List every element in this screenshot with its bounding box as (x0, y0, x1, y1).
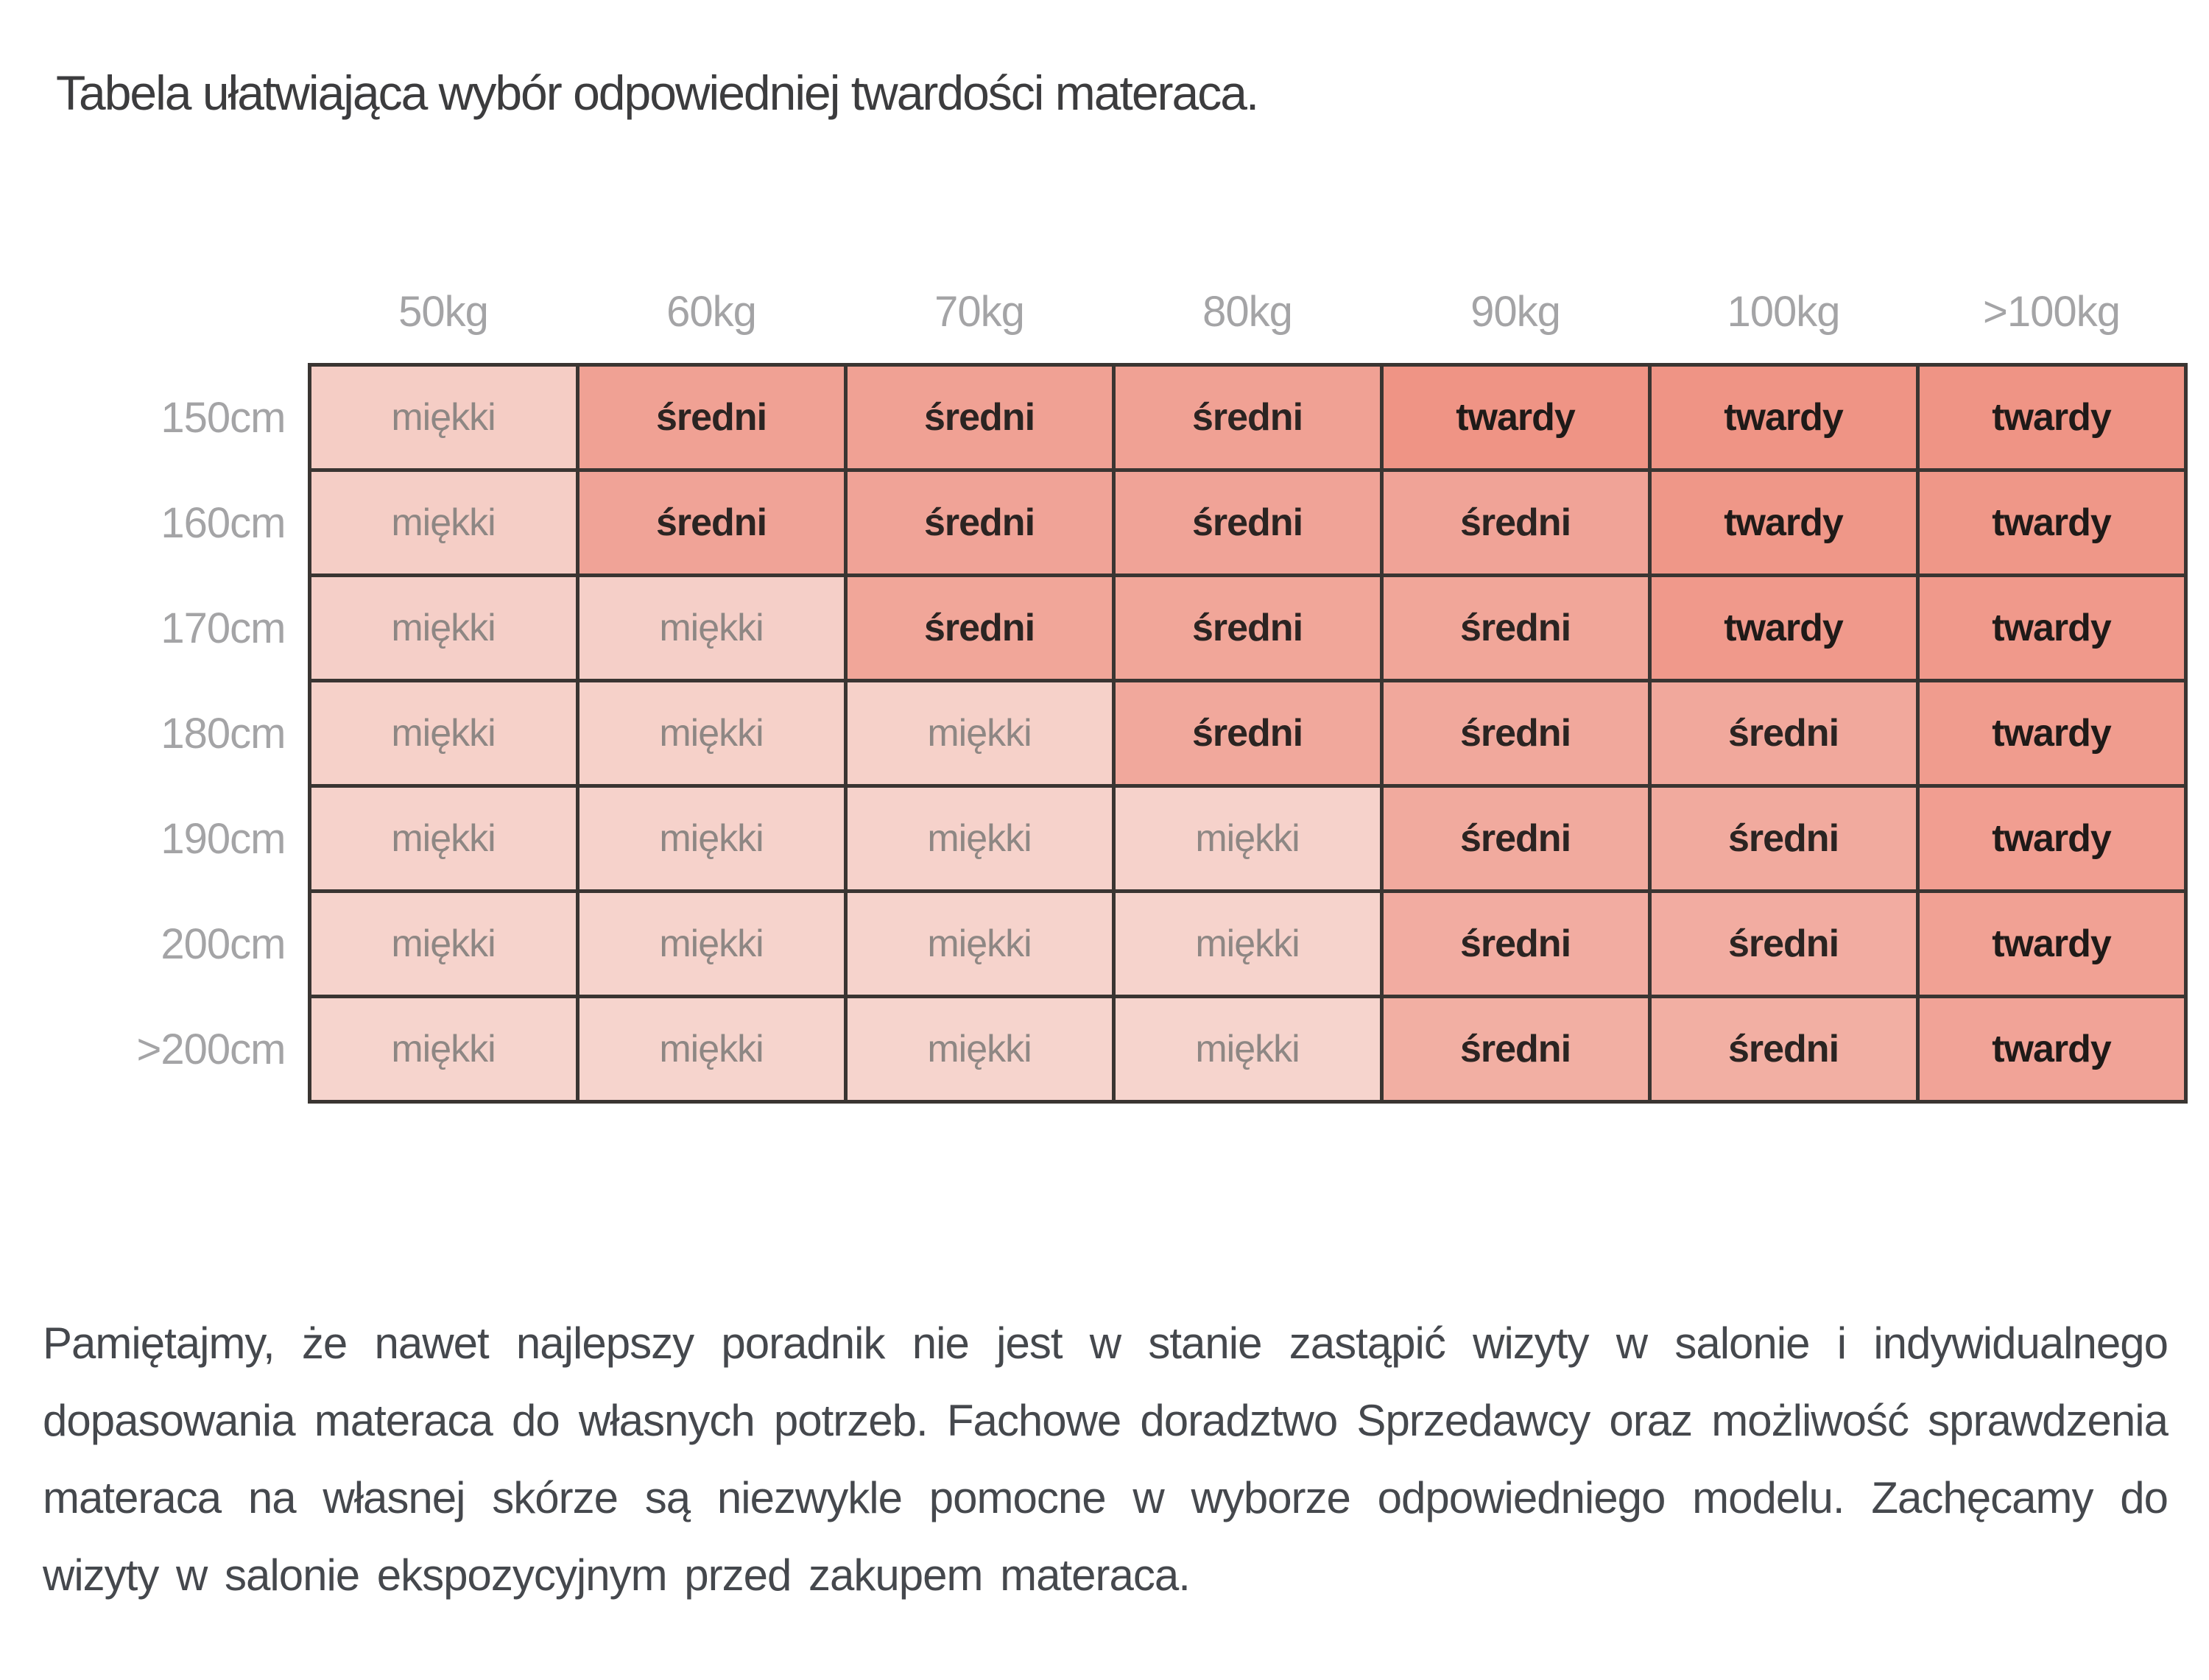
row-header-170cm: 170cm (66, 576, 309, 681)
firmness-cell: twardy (1649, 470, 1917, 576)
column-header-80kg: 80kg (1113, 287, 1381, 365)
firmness-cell: miękki (845, 786, 1113, 892)
firmness-cell: miękki (845, 997, 1113, 1102)
table-row (66, 365, 2185, 470)
firmness-cell: miękki (309, 681, 577, 786)
firmness-cell: twardy (1917, 786, 2185, 892)
column-header-60kg: 60kg (577, 287, 845, 365)
table-header (66, 287, 2185, 365)
firmness-cell: miękki (309, 470, 577, 576)
firmness-cell: miękki (577, 681, 845, 786)
weight-header-row (66, 287, 2185, 365)
column-header-50kg: 50kg (309, 287, 577, 365)
firmness-cell: miękki (309, 997, 577, 1102)
column-header-100kg: 100kg (1649, 287, 1917, 365)
table-body (66, 365, 2185, 1102)
firmness-cell: średni (845, 365, 1113, 470)
firmness-cell: miękki (577, 892, 845, 997)
firmness-cell: miękki (309, 892, 577, 997)
firmness-cell: miękki (309, 365, 577, 470)
row-header-150cm: 150cm (66, 365, 309, 470)
firmness-cell: średni (1649, 681, 1917, 786)
table-row (66, 892, 2185, 997)
firmness-cell: miękki (1113, 892, 1381, 997)
row-header-160cm: 160cm (66, 470, 309, 576)
firmness-cell: średni (1381, 576, 1649, 681)
firmness-cell: średni (845, 576, 1113, 681)
footer-paragraph: Pamiętajmy, że nawet najlepszy poradnik nie jest w stanie zastąpić wizyty w salonie i indywidualnego dopasowania materaca do własnych potrzeb. Fachowe doradztwo Sprzedawcy oraz możliwość sprawdzenia materaca na własnej skórze są niezwykle pomocne w wyborze odpowiedniego modelu. Zachęcamy do wizyty w salonie ekspozycyjnym przed zakupem materaca. (43, 1319, 2168, 1600)
page-title: Tabela ułatwiająca wybór odpowiedniej twardości materaca. (56, 66, 1258, 121)
table-row (66, 470, 2185, 576)
firmness-cell: twardy (1649, 365, 1917, 470)
firmness-cell: średni (1113, 681, 1381, 786)
firmness-cell: miękki (577, 997, 845, 1102)
firmness-cell: twardy (1917, 470, 2185, 576)
row-header-190cm: 190cm (66, 786, 309, 892)
firmness-cell: średni (1649, 786, 1917, 892)
row-header-200cm: 200cm (66, 892, 309, 997)
firmness-cell: twardy (1917, 365, 2185, 470)
firmness-cell: średni (577, 470, 845, 576)
firmness-cell: średni (1113, 470, 1381, 576)
column-header-90kg: 90kg (1381, 287, 1649, 365)
firmness-cell: miękki (1113, 786, 1381, 892)
firmness-cell: miękki (1113, 997, 1381, 1102)
mattress-firmness-table (66, 287, 2188, 1104)
row-header-gt200cm: >200cm (66, 997, 309, 1102)
firmness-cell: średni (1113, 576, 1381, 681)
firmness-cell: średni (577, 365, 845, 470)
row-header-180cm: 180cm (66, 681, 309, 786)
firmness-cell: miękki (845, 892, 1113, 997)
table-row (66, 576, 2185, 681)
firmness-cell: średni (1381, 681, 1649, 786)
firmness-cell: miękki (577, 576, 845, 681)
firmness-cell: miękki (845, 681, 1113, 786)
corner-cell (66, 287, 309, 365)
firmness-cell: twardy (1649, 576, 1917, 681)
firmness-cell: twardy (1917, 576, 2185, 681)
firmness-cell: miękki (577, 786, 845, 892)
firmness-cell: średni (1381, 470, 1649, 576)
firmness-cell: twardy (1917, 997, 2185, 1102)
firmness-cell: twardy (1381, 365, 1649, 470)
column-header-70kg: 70kg (845, 287, 1113, 365)
firmness-cell: średni (1113, 365, 1381, 470)
firmness-cell: miękki (309, 786, 577, 892)
firmness-cell: twardy (1917, 681, 2185, 786)
table-row (66, 997, 2185, 1102)
table-row (66, 786, 2185, 892)
firmness-cell: średni (1381, 786, 1649, 892)
column-header-gt100kg: >100kg (1917, 287, 2185, 365)
firmness-cell: średni (1649, 892, 1917, 997)
firmness-cell: średni (1381, 892, 1649, 997)
firmness-cell: średni (1649, 997, 1917, 1102)
table-row (66, 681, 2185, 786)
firmness-cell: miękki (309, 576, 577, 681)
firmness-cell: średni (1381, 997, 1649, 1102)
firmness-cell: twardy (1917, 892, 2185, 997)
firmness-cell: średni (845, 470, 1113, 576)
